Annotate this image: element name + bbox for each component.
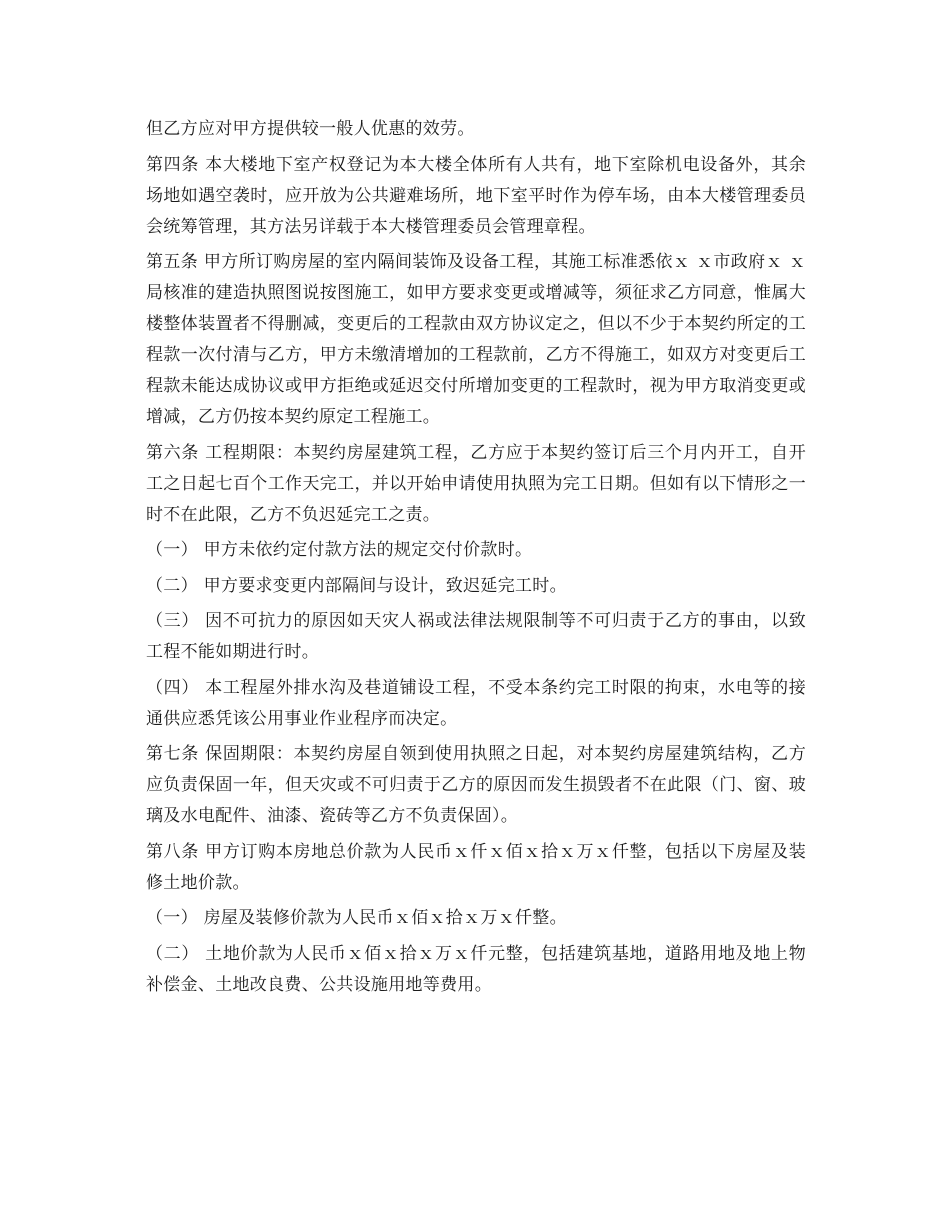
article-6-item-4: （四） 本工程屋外排水沟及巷道铺设工程，不受本条约完工时限的拘束，水电等的接通供应悉凭该公用事业作业程序而决定。 (146, 677, 806, 729)
contract-text (146, 114, 806, 1005)
article-6-item-3: （三） 因不可抗力的原因如天灾人祸或法律法规限制等不可归责于乙方的事由，以致工程不能如期进行时。 (146, 611, 806, 662)
article-6-item-2: （二） 甲方要求变更内部隔间与设计，致迟延完工时。 (146, 575, 567, 596)
article-8-item-1: （一） 房屋及装修价款为人民币ｘ佰ｘ拾ｘ万ｘ仟整。 (146, 908, 567, 928)
paragraph-preferential-service: 但乙方应对甲方提供较一般人优惠的效劳。 (146, 119, 475, 139)
article-4-basement: 第四条 本大楼地下室产权登记为本大楼全体所有人共有，地下室除机电设备外，其余场地如遇空袭时，应开放为公共避难场所，地下室平时作为停车场，由本大楼管理委员会统筹管理，其方法另详载于本大楼管理委员会管理章程。 (146, 154, 806, 237)
article-6-item-1: （一） 甲方未依约定付款方法的规定交付价款时。 (146, 540, 533, 560)
article-8-item-2: （二） 土地价款为人民币ｘ佰ｘ拾ｘ万ｘ仟元整，包括建筑基地，道路用地及地上物补偿金、土地改良费、公共设施用地等费用。 (146, 943, 806, 995)
article-6-construction-period: 第六条 工程期限：本契约房屋建筑工程，乙方应于本契约签订后三个月内开工，自开工之日起七百个工作天完工，并以开始申请使用执照为完工日期。但如有以下情形之一时不在此限，乙方不负迟延完工之责。 (146, 442, 806, 525)
article-8-total-price: 第八条 甲方订购本房地总价款为人民币ｘ仟ｘ佰ｘ拾ｘ万ｘ仟整，包括以下房屋及装修土地价款。 (146, 841, 806, 893)
article-7-warranty: 第七条 保固期限：本契约房屋自领到使用执照之日起，对本契约房屋建筑结构，乙方应负责保固一年，但天灾或不可归责于乙方的原因而发生损毁者不在此限（门、窗、玻璃及水电配件、油漆、瓷砖等乙方不负责保固）。 (146, 744, 806, 826)
article-5-interior-works: 第五条 甲方所订购房屋的室内隔间装饰及设备工程，其施工标准悉依ｘ ｘ市政府ｘ ｘ局核准的建造执照图说按图施工，如甲方要求变更或增减等，须征求乙方同意，惟属大楼整体装置者不得删减，变更后的工程款由双方协议定之，但以不少于本契约所定的工程款一次付清与乙方，甲方未缴清增加的工程款前，乙方不得施工，如双方对变更后工程款未能达成协议或甲方拒绝或延迟交付所增加变更的工程款时，视为甲方取消变更或增减，乙方仍按本契约原定工程施工。 (146, 252, 806, 427)
